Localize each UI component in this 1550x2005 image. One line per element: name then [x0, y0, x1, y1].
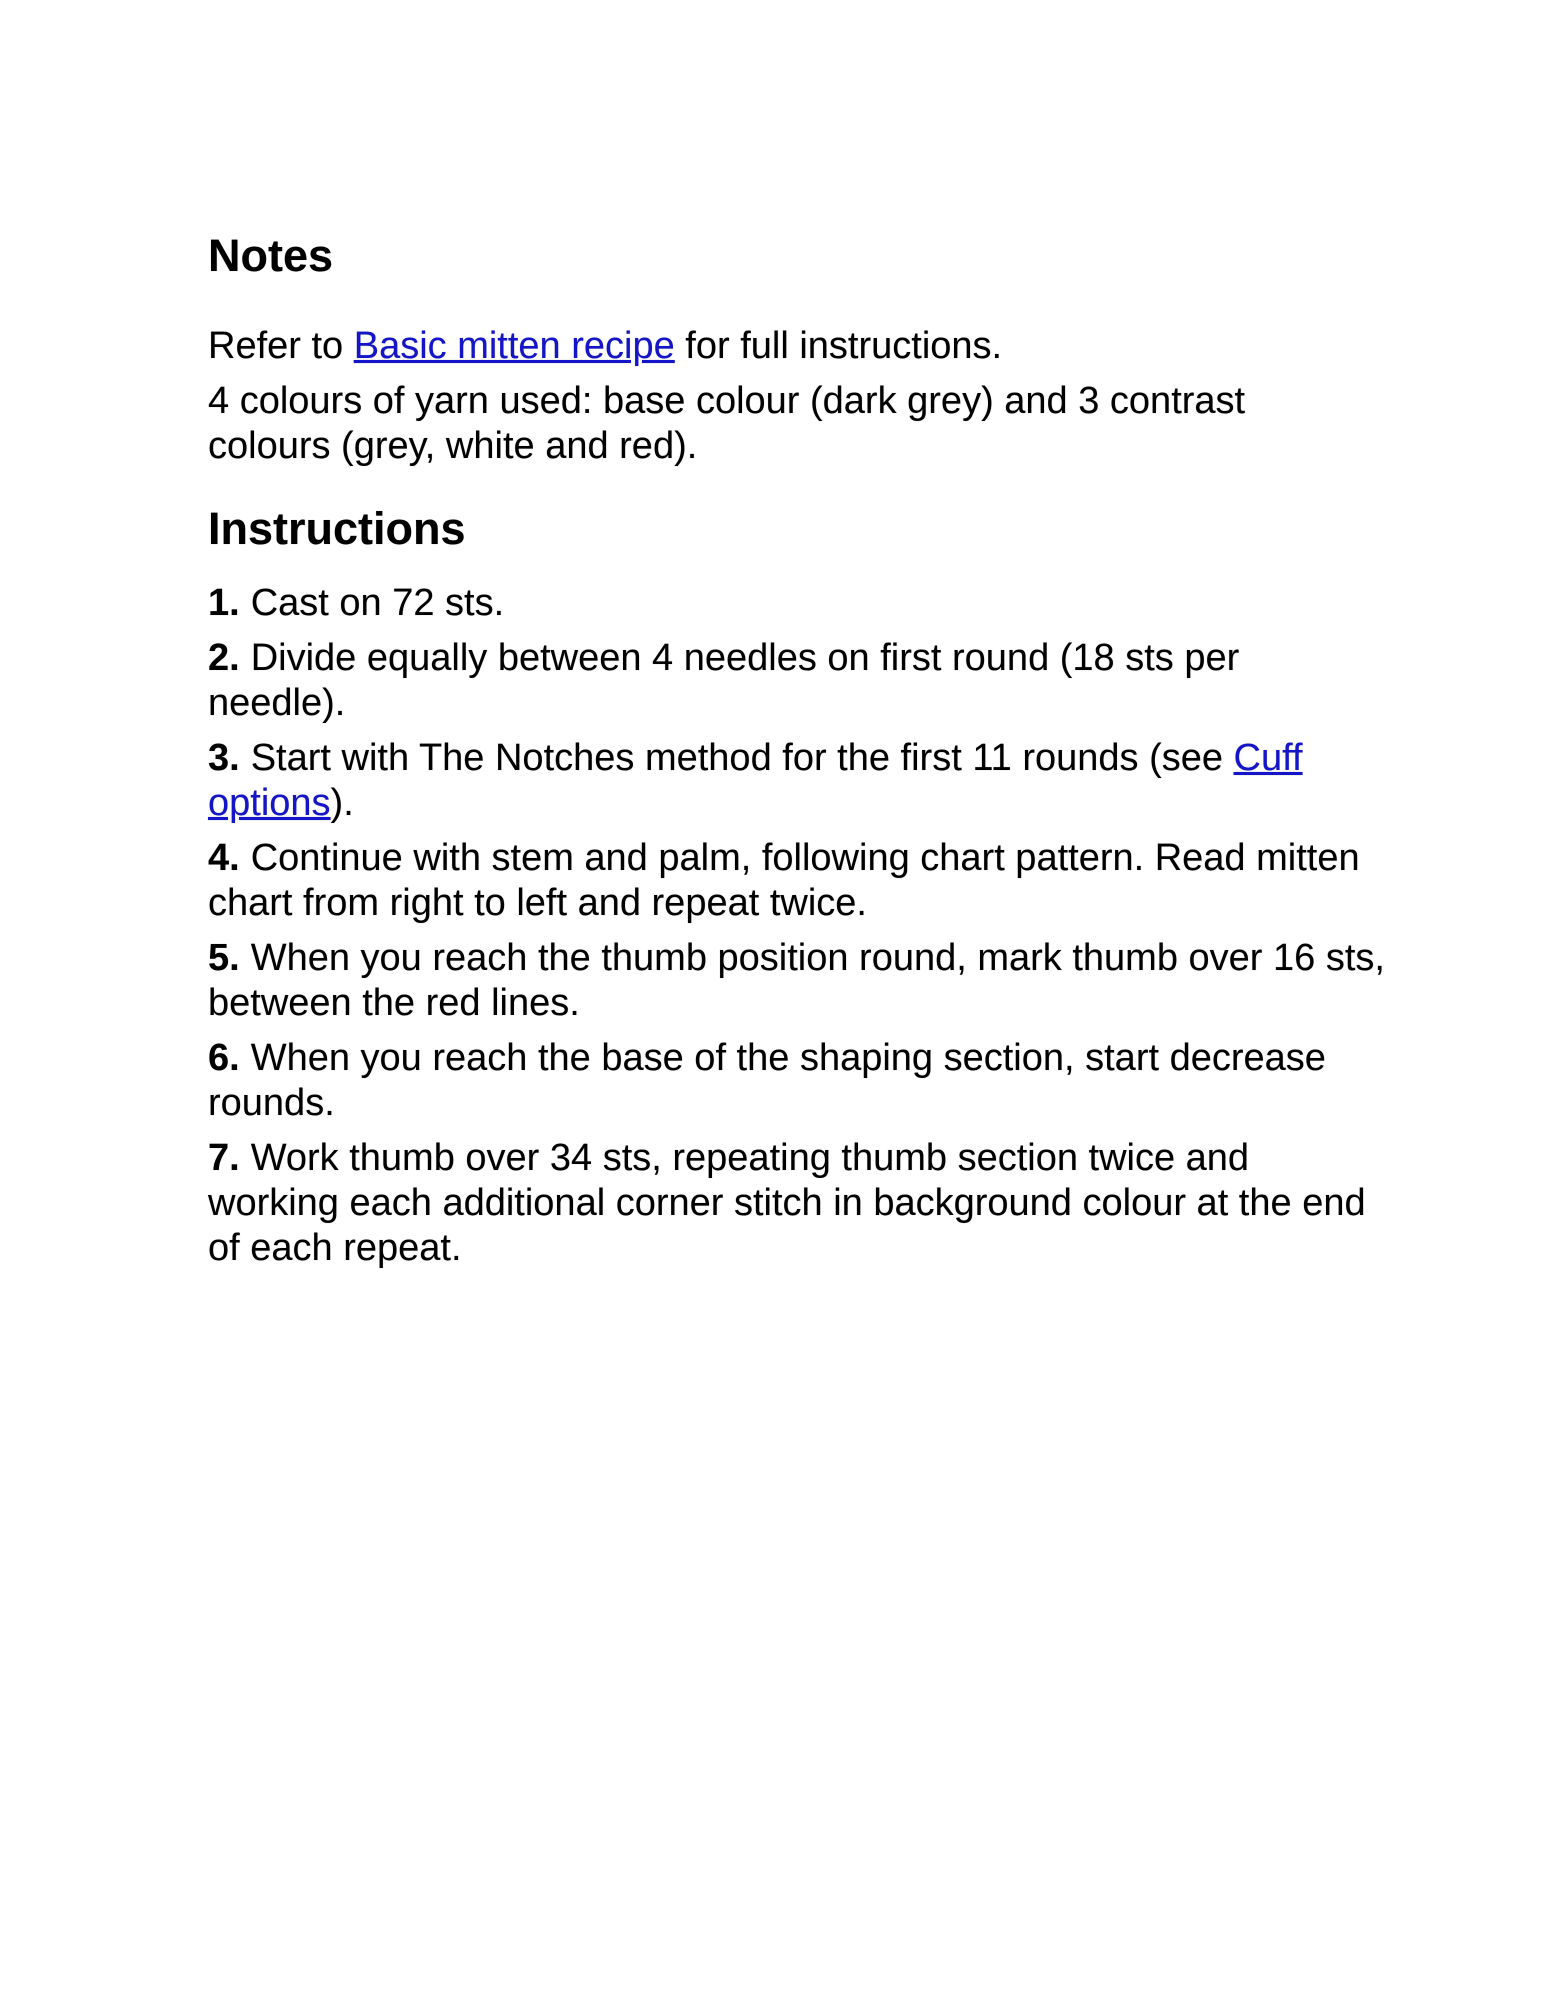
step-number: 7. — [208, 1137, 240, 1179]
step-line — [208, 936, 1388, 981]
refer-text-prefix: Refer to — [208, 325, 354, 367]
instruction-step-4 — [208, 836, 1388, 926]
yarn-line-2: colours (grey, white and red). — [208, 425, 698, 467]
step-line — [208, 781, 1388, 826]
step-text: Work thumb over 34 sts, repeating thumb section twice and — [250, 1137, 1250, 1179]
step-text: Continue with stem and palm, following chart pattern. Read mitten — [250, 837, 1360, 879]
step-text: When you reach the base of the shaping section, start decrease — [250, 1037, 1326, 1079]
notes-heading: Notes — [208, 230, 334, 281]
step-line: rounds. — [208, 1082, 335, 1124]
step-line — [208, 636, 1388, 681]
cuff-options-link-part-2[interactable]: options — [208, 782, 331, 824]
step-number: 4. — [208, 837, 240, 879]
step-line: working each additional corner stitch in background colour at the end — [208, 1182, 1366, 1224]
step-number: 3. — [208, 737, 240, 779]
instruction-step-1 — [208, 581, 1388, 626]
step-text: Start with The Notches method for the first 11 rounds (see — [250, 737, 1234, 779]
step-text: ). — [330, 782, 354, 824]
basic-mitten-recipe-link[interactable]: Basic mitten recipe — [353, 325, 675, 367]
instruction-step-2 — [208, 636, 1388, 726]
instruction-step-5 — [208, 936, 1388, 1026]
step-line: needle). — [208, 682, 346, 724]
step-number: 6. — [208, 1037, 240, 1079]
step-line: chart from right to left and repeat twice. — [208, 882, 867, 924]
step-text: Cast on 72 sts. — [250, 582, 505, 624]
refer-paragraph — [208, 324, 1388, 369]
instruction-step-7 — [208, 1136, 1388, 1271]
step-line — [208, 836, 1388, 881]
step-line: of each repeat. — [208, 1227, 462, 1269]
yarn-line-1: 4 colours of yarn used: base colour (dark grey) and 3 contrast — [208, 380, 1246, 422]
step-line — [208, 1136, 1388, 1181]
step-number: 2. — [208, 637, 240, 679]
step-line: between the red lines. — [208, 982, 580, 1024]
instruction-step-6 — [208, 1036, 1388, 1126]
step-line — [208, 736, 1388, 781]
step-number: 5. — [208, 937, 240, 979]
instructions-heading: Instructions — [208, 503, 466, 554]
step-line — [208, 581, 1388, 626]
page-content — [208, 228, 1388, 1281]
step-line — [208, 1036, 1388, 1081]
step-text: Divide equally between 4 needles on first round (18 sts per — [250, 637, 1240, 679]
cuff-options-link-part-1[interactable]: Cuff — [1233, 737, 1303, 779]
instruction-step-3 — [208, 736, 1388, 826]
step-number: 1. — [208, 582, 240, 624]
step-text: When you reach the thumb position round, mark thumb over 16 sts, — [250, 937, 1385, 979]
refer-text-suffix: for full instructions. — [674, 325, 1003, 367]
yarn-paragraph — [208, 379, 1388, 469]
